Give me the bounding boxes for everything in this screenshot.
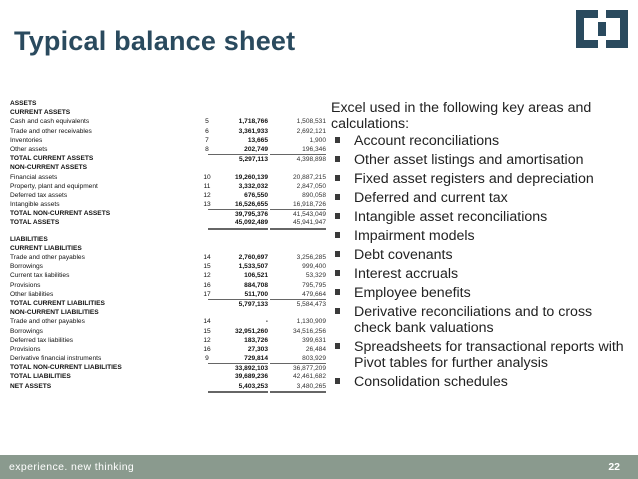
key-area-label: Account reconciliations bbox=[354, 133, 500, 149]
balance-sheet-table bbox=[10, 99, 325, 391]
row-note: 6 bbox=[205, 127, 209, 135]
row-prior-value: 1,508,531 bbox=[296, 118, 326, 126]
key-area-label: Debt covenants bbox=[354, 247, 453, 263]
row-current-value: 183,726 bbox=[244, 336, 268, 344]
key-area-item bbox=[331, 152, 631, 168]
balance-sheet-row bbox=[10, 372, 325, 381]
row-prior-value: 999,400 bbox=[302, 263, 326, 271]
row-prior-value: 42,461,682 bbox=[292, 373, 326, 381]
row-note: 14 bbox=[203, 318, 211, 326]
square-bullet-icon bbox=[335, 137, 340, 143]
row-note: 17 bbox=[203, 290, 211, 298]
footer-tagline: experience. new thinking bbox=[9, 461, 135, 473]
key-area-label: Intangible asset reconciliations bbox=[354, 209, 548, 225]
key-area-label: Impairment models bbox=[354, 228, 475, 244]
key-area-label: Interest accruals bbox=[354, 266, 459, 282]
row-label: CURRENT LIABILITIES bbox=[10, 244, 82, 252]
row-prior-value: 41,543,049 bbox=[270, 209, 326, 219]
row-current-value: 729,814 bbox=[244, 355, 268, 363]
row-label: Provisions bbox=[10, 281, 41, 289]
row-prior-value: 3,480,265 bbox=[270, 382, 326, 393]
square-bullet-icon bbox=[335, 270, 340, 276]
row-prior-value: 3,256,285 bbox=[296, 254, 326, 261]
row-note: 12 bbox=[203, 336, 211, 344]
balance-sheet-row bbox=[10, 145, 325, 154]
square-bullet-icon bbox=[335, 378, 340, 384]
key-area-item bbox=[331, 285, 631, 301]
row-label: Financial assets bbox=[10, 173, 58, 181]
square-bullet-icon bbox=[335, 343, 340, 349]
row-label: Deferred tax liabilities bbox=[10, 336, 74, 344]
row-label: Other liabilities bbox=[10, 290, 54, 298]
row-prior-value: 16,918,726 bbox=[292, 201, 326, 209]
row-current-value: 27,303 bbox=[247, 345, 268, 353]
balance-sheet-row bbox=[10, 244, 325, 253]
row-current-value: 5,797,133 bbox=[208, 299, 268, 309]
row-label: Derivative financial instruments bbox=[10, 355, 102, 363]
row-prior-value: 34,516,256 bbox=[292, 327, 326, 335]
row-note: 12 bbox=[203, 272, 211, 280]
balance-sheet-row bbox=[10, 191, 325, 200]
row-label: TOTAL NON-CURRENT LIABILITIES bbox=[10, 364, 122, 372]
row-prior-value: 399,631 bbox=[302, 336, 326, 344]
row-note: 15 bbox=[203, 263, 211, 271]
key-area-item bbox=[331, 209, 631, 225]
balance-sheet-row bbox=[10, 218, 325, 227]
row-current-value: 1,533,507 bbox=[238, 263, 268, 271]
row-note: 11 bbox=[203, 182, 211, 190]
row-prior-value: 20,887,215 bbox=[292, 173, 326, 181]
square-bullet-icon bbox=[335, 213, 340, 219]
balance-sheet-row bbox=[10, 336, 325, 345]
slide-title: Typical balance sheet bbox=[14, 26, 296, 56]
row-label: Current tax liabilities bbox=[10, 272, 70, 280]
square-bullet-icon bbox=[335, 289, 340, 295]
key-area-item bbox=[331, 304, 631, 336]
row-current-value: 19,260,139 bbox=[234, 173, 268, 181]
key-areas-panel bbox=[331, 100, 631, 393]
row-label: Trade and other receivables bbox=[10, 127, 92, 135]
key-area-item bbox=[331, 133, 631, 149]
key-area-label: Employee benefits bbox=[354, 285, 471, 301]
balance-sheet-row bbox=[10, 290, 325, 299]
key-area-label: Consolidation schedules bbox=[354, 374, 508, 390]
key-area-label: Deferred and current tax bbox=[354, 190, 508, 206]
key-area-label: Derivative reconciliations and to cross check bank valuations bbox=[354, 304, 593, 336]
row-label: TOTAL CURRENT LIABILITIES bbox=[10, 299, 105, 307]
row-current-value: 2,760,697 bbox=[238, 254, 268, 261]
balance-sheet-row bbox=[10, 271, 325, 280]
row-label: TOTAL NON-CURRENT ASSETS bbox=[10, 210, 111, 218]
row-note: 16 bbox=[203, 345, 211, 353]
row-current-value: 33,892,103 bbox=[208, 363, 268, 373]
row-note: 9 bbox=[205, 355, 209, 363]
row-label: ASSETS bbox=[10, 100, 37, 107]
row-label: CURRENT ASSETS bbox=[10, 109, 71, 117]
row-prior-value: 479,664 bbox=[302, 290, 326, 298]
balance-sheet-row bbox=[10, 117, 325, 126]
row-note: 10 bbox=[203, 173, 211, 181]
balance-sheet-row bbox=[10, 363, 325, 372]
balance-sheet-row bbox=[10, 327, 325, 336]
row-current-value: 3,361,933 bbox=[238, 127, 268, 135]
balance-sheet-row bbox=[10, 136, 325, 145]
row-note: 7 bbox=[205, 136, 209, 144]
row-label: Deferred tax assets bbox=[10, 191, 68, 199]
balance-sheet-row bbox=[10, 200, 325, 209]
row-prior-value: 196,346 bbox=[302, 145, 326, 153]
row-note: 12 bbox=[203, 191, 211, 199]
row-note: 16 bbox=[203, 281, 211, 289]
row-current-value: 39,795,376 bbox=[208, 209, 268, 219]
row-label: TOTAL ASSETS bbox=[10, 219, 60, 227]
row-label: TOTAL LIABILITIES bbox=[10, 373, 71, 381]
row-current-value: 5,297,113 bbox=[208, 154, 268, 164]
balance-sheet-row bbox=[10, 154, 325, 163]
balance-sheet-row bbox=[10, 382, 325, 391]
page-number: 22 bbox=[608, 461, 620, 473]
row-label: NET ASSETS bbox=[10, 382, 52, 390]
row-current-value: 16,526,655 bbox=[234, 201, 268, 209]
row-prior-value: 4,398,898 bbox=[270, 154, 326, 164]
square-bullet-icon bbox=[335, 251, 340, 257]
row-label: Inventories bbox=[10, 136, 43, 144]
row-label: TOTAL CURRENT ASSETS bbox=[10, 155, 94, 163]
key-areas-list bbox=[331, 133, 631, 390]
balance-sheet-row bbox=[10, 108, 325, 117]
row-current-value: 5,403,253 bbox=[208, 382, 268, 393]
row-prior-value: 36,877,209 bbox=[270, 363, 326, 373]
balance-sheet-row bbox=[10, 209, 325, 218]
balance-sheet-row bbox=[10, 173, 325, 182]
key-area-item bbox=[331, 190, 631, 206]
row-prior-value: 803,929 bbox=[302, 355, 326, 363]
row-label: Trade and other payables bbox=[10, 254, 85, 261]
balance-sheet-row bbox=[10, 228, 325, 235]
balance-sheet-row bbox=[10, 345, 325, 354]
balance-sheet-row bbox=[10, 127, 325, 136]
row-prior-value: 26,484 bbox=[305, 345, 326, 353]
row-prior-value: 45,941,947 bbox=[270, 218, 326, 229]
key-area-label: Fixed asset registers and depreciation bbox=[354, 171, 594, 187]
row-prior-value: 2,847,050 bbox=[296, 182, 326, 190]
row-label: NON-CURRENT ASSETS bbox=[10, 164, 88, 172]
balance-sheet-row bbox=[10, 235, 325, 244]
row-note: 8 bbox=[205, 145, 209, 153]
row-current-value: 13,665 bbox=[247, 136, 268, 144]
balance-sheet-row bbox=[10, 317, 325, 326]
row-current-value: 676,550 bbox=[244, 191, 268, 199]
row-current-value: - bbox=[265, 318, 268, 326]
balance-sheet-row bbox=[10, 281, 325, 290]
row-prior-value: 1,900 bbox=[309, 136, 326, 144]
row-label: Intangible assets bbox=[10, 201, 60, 209]
row-label: Trade and other payables bbox=[10, 318, 85, 326]
square-bullet-icon bbox=[335, 175, 340, 181]
row-note: 15 bbox=[203, 327, 211, 335]
square-bullet-icon bbox=[335, 308, 340, 314]
row-prior-value: 5,584,473 bbox=[270, 299, 326, 309]
key-area-label: Other asset listings and amortisation bbox=[354, 152, 584, 168]
row-label: Borrowings bbox=[10, 327, 43, 335]
row-label: Property, plant and equipment bbox=[10, 182, 98, 190]
key-areas-intro: Excel used in the following key areas and calculations: bbox=[331, 100, 592, 132]
row-prior-value: 53,329 bbox=[305, 272, 326, 280]
brackets-logo-icon bbox=[574, 8, 630, 50]
row-label: Other assets bbox=[10, 145, 48, 153]
row-label: Borrowings bbox=[10, 263, 43, 271]
row-prior-value: 795,795 bbox=[302, 281, 326, 289]
row-current-value: 106,521 bbox=[244, 272, 268, 280]
balance-sheet-row bbox=[10, 99, 325, 108]
key-area-item bbox=[331, 171, 631, 187]
key-area-item bbox=[331, 266, 631, 282]
balance-sheet-row bbox=[10, 253, 325, 262]
row-note: 13 bbox=[203, 201, 211, 209]
row-current-value: 45,092,489 bbox=[208, 218, 268, 229]
key-area-item bbox=[331, 339, 631, 371]
row-current-value: 39,689,236 bbox=[234, 373, 268, 381]
balance-sheet-row bbox=[10, 262, 325, 271]
square-bullet-icon bbox=[335, 156, 340, 162]
square-bullet-icon bbox=[335, 232, 340, 238]
key-area-item bbox=[331, 247, 631, 263]
key-area-label: Spreadsheets for transactional reports with Pivot tables for further analysis bbox=[354, 339, 624, 371]
row-prior-value: 890,058 bbox=[302, 191, 326, 199]
balance-sheet-row bbox=[10, 354, 325, 363]
row-note: 5 bbox=[205, 118, 209, 126]
row-label: Cash and cash equivalents bbox=[10, 118, 90, 126]
balance-sheet-row bbox=[10, 308, 325, 317]
balance-sheet-row bbox=[10, 299, 325, 308]
row-label: Provisions bbox=[10, 345, 41, 353]
footer-bar bbox=[0, 455, 638, 479]
row-current-value: 3,332,032 bbox=[238, 182, 268, 190]
row-note: 14 bbox=[203, 254, 211, 261]
row-current-value: 1,718,766 bbox=[238, 118, 268, 126]
row-current-value: 32,951,260 bbox=[234, 327, 268, 335]
row-current-value: 511,700 bbox=[244, 290, 268, 298]
row-label: LIABILITIES bbox=[10, 235, 48, 243]
row-current-value: 884,708 bbox=[244, 281, 268, 289]
row-prior-value: 1,130,909 bbox=[296, 318, 326, 326]
key-area-item bbox=[331, 374, 631, 390]
balance-sheet-row bbox=[10, 182, 325, 191]
square-bullet-icon bbox=[335, 194, 340, 200]
row-label: NON-CURRENT LIABILITIES bbox=[10, 309, 99, 317]
row-current-value: 202,749 bbox=[244, 145, 268, 153]
balance-sheet-row bbox=[10, 163, 325, 172]
key-area-item bbox=[331, 228, 631, 244]
row-prior-value: 2,692,121 bbox=[296, 127, 326, 135]
